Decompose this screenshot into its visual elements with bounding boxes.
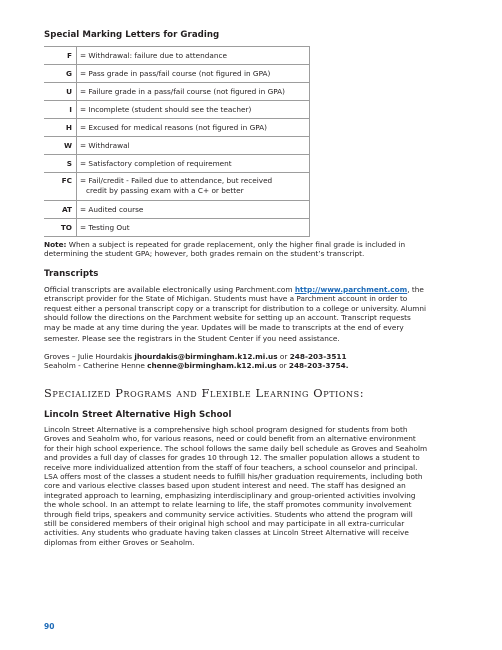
contact-seaholm: Seaholm - Catherine Henne chenne@birmingham.k12.mi.us or 248-203-3754. (44, 361, 349, 371)
contact-phone: 248-203-3511 (289, 352, 347, 361)
marking-code: I (44, 101, 77, 119)
page-number: 90 (44, 622, 55, 631)
marking-description-line: = Satisfactory completion of requirement (80, 158, 232, 168)
marking-row (44, 47, 310, 65)
transcripts-line: Official transcripts are available electronically using Parchment.com (44, 285, 295, 294)
marking-description-line: = Failure grade in a pass/fail course (not figured in GPA) (80, 86, 286, 96)
marking-description-line: = Withdrawal (80, 140, 130, 150)
lincoln-line: integrated approach to learning, emphasizing interdisciplinary and group-oriented activities involving (44, 490, 416, 500)
contact-email[interactable]: jhourdakis@birmingham.k12.mi.us (134, 352, 278, 361)
marking-description-line: = Fail/credit - Failed due to attendance, but received (80, 176, 273, 185)
lincoln-paragraph (44, 425, 462, 547)
marking-heading: Special Marking Letters for Grading (44, 30, 220, 40)
section-title: Specialized Programs and Flexible Learning Options: (44, 386, 365, 400)
marking-table (44, 46, 310, 237)
marking-description-line: credit by passing exam with a C+ or better (86, 185, 244, 195)
marking-description (77, 155, 310, 173)
marking-description (77, 201, 310, 219)
marking-description-line: = Excused for medical reasons (not figured in GPA) (80, 122, 268, 132)
lincoln-line: Lincoln Street Alternative is a comprehensive high school program designed for students from both (44, 425, 408, 434)
marking-description (77, 137, 310, 155)
marking-row (44, 173, 310, 201)
contact-groves: Groves – Julie Hourdakis jhourdakis@birmingham.k12.mi.us or 248-203-3511 (44, 352, 347, 361)
marking-description-line: = Withdrawal: failure due to attendance (80, 50, 227, 60)
contact-email[interactable]: chenne@birmingham.k12.mi.us (147, 361, 277, 371)
marking-description-line: = Pass grade in pass/fail course (not figured in GPA) (80, 68, 271, 78)
note-label: Note: (44, 240, 67, 249)
lincoln-line: receive more individualized attention from the staff of four teachers, a school counselor and principal. (44, 462, 418, 472)
marking-description (77, 119, 310, 137)
marking-row (44, 65, 310, 83)
lincoln-line: LSA offers most of the classes a student needs to fulfill his/her graduation requirements, including both (44, 472, 423, 482)
marking-row (44, 201, 310, 219)
marking-row (44, 219, 310, 237)
transcripts-line: semester. Please see the registrars in the Student Center if you need assistance. (44, 334, 340, 344)
lincoln-line: Groves and Seaholm who, for various reasons, need or could benefit from an alternative environment (44, 434, 416, 444)
lincoln-line: core and various elective classes based upon student interest and need. The staff has designed an (44, 481, 406, 491)
note-line: When a subject is repeated for grade replacement, only the higher final grade is included in (66, 240, 406, 249)
marking-description (77, 219, 310, 237)
marking-code: W (44, 137, 77, 155)
lincoln-line: and provides a full day of classes for grades 10 through 12. The smaller population allows a student to (44, 453, 420, 463)
marking-code: AT (44, 201, 77, 219)
marking-description (77, 65, 310, 83)
marking-code: FC (44, 173, 77, 201)
transcripts-paragraph (44, 285, 462, 343)
marking-code: H (44, 119, 77, 137)
marking-description-line: = Testing Out (80, 222, 130, 232)
lincoln-line: diplomas from either Groves or Seaholm. (44, 537, 195, 547)
marking-description (77, 101, 310, 119)
marking-row (44, 155, 310, 173)
marking-description (77, 83, 310, 101)
marking-code: S (44, 155, 77, 173)
transcripts-heading: Transcripts (44, 269, 99, 279)
marking-row (44, 137, 310, 155)
transcripts-line: request either a personal transcript copy or a transcript for distribution to a college or university. Alumni (44, 303, 427, 313)
marking-description-line: = Audited course (80, 204, 144, 214)
marking-code: G (44, 65, 77, 83)
parchment-link[interactable]: http://www.parchment.com (294, 285, 408, 294)
transcripts-line: , the (407, 285, 424, 294)
marking-row (44, 101, 310, 119)
marking-description-line: = Incomplete (student should see the teacher) (80, 104, 252, 114)
note-line: determining the student GPA; however, both grades remain on the student’s transcript. (44, 249, 365, 259)
transcripts-line: should follow the directions on the Parchment website for setting up an account. Transcript requests (44, 313, 411, 323)
lincoln-line: for their high school experience. The school follows the same daily bell schedule as Groves and Seaholm (44, 443, 428, 453)
marking-code: U (44, 83, 77, 101)
marking-code: F (44, 47, 77, 65)
marking-row (44, 119, 310, 137)
contacts-block (44, 352, 462, 371)
marking-code: TO (44, 219, 77, 237)
marking-description (77, 173, 310, 201)
contact-phone: 248-203-3754. (288, 361, 349, 371)
lincoln-line: through field trips, speakers and community service activities. Students who attend the program will (44, 509, 413, 519)
marking-row (44, 83, 310, 101)
lincoln-line: still be considered members of their original high school and may participate in all extra-curricular (44, 519, 405, 529)
transcripts-line: may be made at any time during the year. Updates will be made to transcripts at the end of every (44, 322, 404, 332)
note-paragraph (44, 240, 462, 259)
lincoln-line: the whole school. In an attempt to relate learning to life, the staff promotes community involvement (44, 500, 412, 510)
marking-description (77, 47, 310, 65)
lincoln-line: activities. Any students who graduate having taken classes at Lincoln Street Alternative will receive (44, 528, 409, 538)
transcripts-line: etranscript provider for the State of Michigan. Students must have a Parchment account in order to (44, 294, 408, 304)
lincoln-heading: Lincoln Street Alternative High School (44, 410, 232, 420)
